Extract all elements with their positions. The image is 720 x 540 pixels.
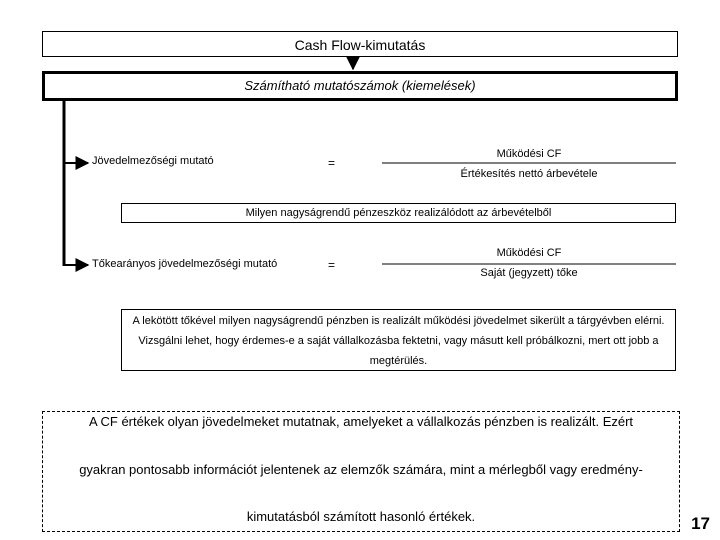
- ratio-2-name: Tőkearányos jövedelmezőségi mutató: [92, 258, 278, 270]
- ratio-1-denominator: Értékesítés nettó árbevétele: [460, 168, 598, 180]
- ratio-1-explanation: Milyen nagyságrendű pénzeszköz realizálódott az árbevételből: [245, 207, 552, 219]
- ratio-1-equals: =: [328, 156, 336, 170]
- conclusion-box: [42, 411, 680, 532]
- cashflow-title: Cash Flow-kimutatás: [294, 37, 426, 53]
- ratio-2-denominator: Saját (jegyzett) tőke: [480, 267, 578, 279]
- page-number: 17: [691, 514, 710, 533]
- conclusion-line-2: gyakran pontosabb információt jelentenek az elemzők számára, mint a mérlegből vagy eredmény-: [79, 462, 643, 477]
- ratio-1-name: Jövedelmezőségi mutató: [92, 155, 214, 167]
- metrics-header-text: Számítható mutatószámok (kiemelések): [244, 78, 476, 93]
- ratio-1-numerator: Működési CF: [496, 148, 562, 160]
- ratio-2-numerator: Működési CF: [496, 247, 562, 259]
- conclusion-line-3: kimutatásból számított hasonló értékek.: [246, 509, 476, 524]
- cashflow-title-box: [42, 31, 678, 57]
- ratio-2-equals: =: [328, 258, 336, 272]
- ratio-2-explanation: A lekötött tőkével milyen nagyságrendű pénzben is realizált működési jövedelmet sikerült a tárgyévben elérni. Vizsgálni lehet, hogy érdemes-e a saját vállalkozásba fektetni, vagy másutt kell próbálkozni, mert ott jobb a megtérülés.: [132, 315, 665, 367]
- conclusion-line-1: A CF értékek olyan jövedelmeket mutatnak, amelyeket a vállalkozás pénzben is realizált. Ezért: [88, 414, 634, 429]
- ratio-1-explanation-box: [121, 203, 676, 223]
- metrics-header-box: [42, 71, 678, 101]
- ratio-2-explanation-box: [121, 309, 676, 371]
